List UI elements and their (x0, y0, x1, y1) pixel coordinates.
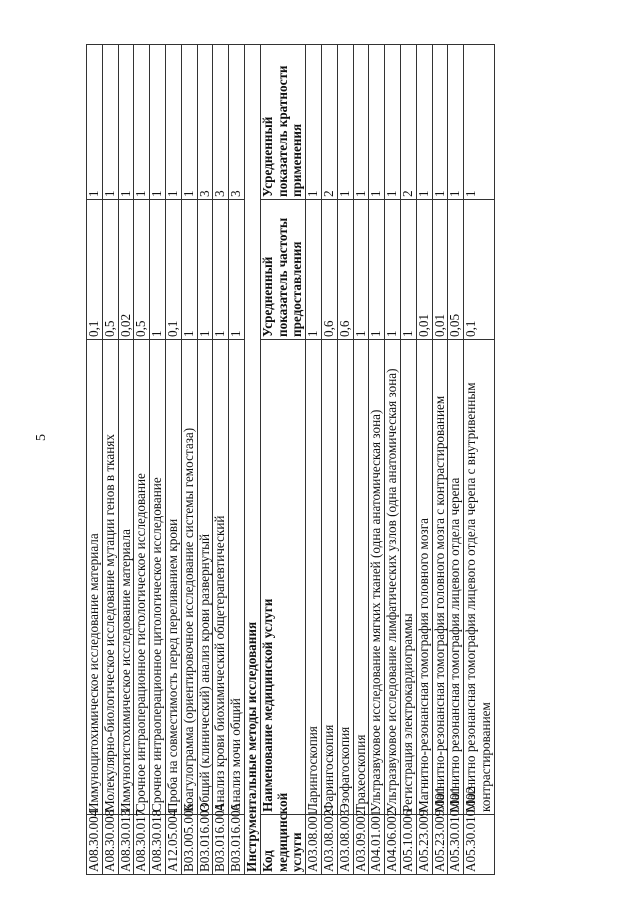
service-name-cell: Трахеоскопия (353, 340, 369, 815)
service-name-cell: Ультразвуковое исследование лимфатических узлов (одна анатомическая зона) (385, 340, 401, 815)
service-name-cell: Эзофагоскопия (337, 340, 353, 815)
frequency-cell: 1 (369, 200, 385, 340)
services-table (86, 44, 495, 875)
table-row (369, 45, 385, 875)
service-name-cell: Молекулярно-биологическое исследование мутации генов в тканях (102, 340, 118, 815)
service-name-cell: Магнитно-резонансная томография головного мозга (416, 340, 432, 815)
table-row (197, 45, 213, 875)
service-name-cell: Проба на совместимость перед переливанием крови (165, 340, 181, 815)
page-number: 5 (34, 434, 49, 441)
service-code-cell: A03.08.002 (321, 815, 337, 875)
service-code-cell: A03.08.001 (306, 815, 322, 875)
frequency-cell: 0,6 (321, 200, 337, 340)
table-row (181, 45, 197, 875)
table-row (306, 45, 322, 875)
multiplicity-cell: 1 (432, 45, 448, 200)
frequency-cell: 1 (400, 200, 416, 340)
service-name-cell: Ларингоскопия (306, 340, 322, 815)
frequency-cell: 0,5 (102, 200, 118, 340)
multiplicity-cell: 1 (134, 45, 150, 200)
service-code-cell: A04.06.002 (385, 815, 401, 875)
service-code-cell: A08.30.017 (134, 815, 150, 875)
service-code-cell: A05.23.009 (416, 815, 432, 875)
service-name-cell: Иммуноцитохимическое исследование материала (87, 340, 103, 815)
header-name: Наименование медицинской услуги (260, 340, 305, 815)
frequency-cell: 1 (150, 200, 166, 340)
service-code-cell: A03.09.002 (353, 815, 369, 875)
multiplicity-cell: 1 (448, 45, 464, 200)
service-name-cell: Иммуногистохимическое исследование материала (118, 340, 134, 815)
service-name-cell: Фарингоскопия (321, 340, 337, 815)
multiplicity-cell: 2 (400, 45, 416, 200)
frequency-cell: 0,05 (448, 200, 464, 340)
service-code-cell: A08.30.004 (87, 815, 103, 875)
multiplicity-cell: 3 (213, 45, 229, 200)
multiplicity-cell: 1 (416, 45, 432, 200)
multiplicity-cell: 1 (337, 45, 353, 200)
multiplicity-cell: 1 (369, 45, 385, 200)
frequency-cell: 0,02 (118, 200, 134, 340)
table-row (400, 45, 416, 875)
frequency-cell: 0,01 (432, 200, 448, 340)
frequency-cell: 1 (353, 200, 369, 340)
multiplicity-cell: 1 (306, 45, 322, 200)
service-code-cell: A05.30.010.002 (464, 815, 495, 875)
frequency-cell: 0,5 (134, 200, 150, 340)
table-row (321, 45, 337, 875)
section-title: Инструментальные методы исследования (244, 45, 260, 875)
section-header-row (244, 45, 260, 875)
header-code: Код медицинской услуги (260, 815, 305, 875)
frequency-cell: 0,1 (165, 200, 181, 340)
service-name-cell: Коагулограмма (ориентировочное исследование системы гемостаза) (181, 340, 197, 815)
service-name-cell: Магнитно резонансная томография лицевого отдела черепа с внутривенным контрастированием (464, 340, 495, 815)
table-row (118, 45, 134, 875)
service-code-cell: A05.10.006 (400, 815, 416, 875)
frequency-cell: 0,1 (464, 200, 495, 340)
service-code-cell: B03.005.006 (181, 815, 197, 875)
service-name-cell: Срочное интраоперационное гистологическое исследование (134, 340, 150, 815)
service-name-cell: Срочное интраоперационное цитологическое исследование (150, 340, 166, 815)
table-row (229, 45, 245, 875)
frequency-cell: 1 (213, 200, 229, 340)
service-code-cell: A05.23.009.001 (432, 815, 448, 875)
table-row (213, 45, 229, 875)
column-header-row (260, 45, 305, 875)
multiplicity-cell: 2 (321, 45, 337, 200)
service-name-cell: Анализ мочи общий (229, 340, 245, 815)
service-code-cell: B03.016.003 (197, 815, 213, 875)
table-row (87, 45, 103, 875)
table-row (134, 45, 150, 875)
table-row (416, 45, 432, 875)
header-multiplicity: Усредненный показатель кратности применения (260, 45, 305, 200)
service-name-cell: Магнитно резонансная томография лицевого отдела черепа (448, 340, 464, 815)
table-row (353, 45, 369, 875)
multiplicity-cell: 1 (353, 45, 369, 200)
table-row (385, 45, 401, 875)
frequency-cell: 1 (229, 200, 245, 340)
rotated-table-container (86, 45, 546, 875)
service-name-cell: Общий (клинический) анализ крови развернутый (197, 340, 213, 815)
service-code-cell: A08.30.018 (150, 815, 166, 875)
service-code-cell: A03.08.003 (337, 815, 353, 875)
frequency-cell: 1 (197, 200, 213, 340)
multiplicity-cell: 3 (229, 45, 245, 200)
frequency-cell: 1 (385, 200, 401, 340)
table-row (102, 45, 118, 875)
multiplicity-cell: 1 (464, 45, 495, 200)
frequency-cell: 1 (306, 200, 322, 340)
instrumental-section (244, 45, 305, 875)
lab-section (87, 45, 245, 875)
service-code-cell: B03.016.006 (229, 815, 245, 875)
instrumental-rows (306, 45, 495, 875)
service-name-cell: Магнитно-резонансная томография головного мозга с контрастированием (432, 340, 448, 815)
service-code-cell: A05.30.010.001 (448, 815, 464, 875)
multiplicity-cell: 3 (197, 45, 213, 200)
multiplicity-cell: 1 (118, 45, 134, 200)
service-code-cell: A12.05.004 (165, 815, 181, 875)
frequency-cell: 0,6 (337, 200, 353, 340)
multiplicity-cell: 1 (150, 45, 166, 200)
service-code-cell: A08.30.008 (102, 815, 118, 875)
table-row (464, 45, 495, 875)
multiplicity-cell: 1 (181, 45, 197, 200)
table-row (150, 45, 166, 875)
service-code-cell: B03.016.004 (213, 815, 229, 875)
multiplicity-cell: 1 (102, 45, 118, 200)
table-row (337, 45, 353, 875)
service-code-cell: A04.01.001 (369, 815, 385, 875)
table-row (165, 45, 181, 875)
frequency-cell: 0,01 (416, 200, 432, 340)
multiplicity-cell: 1 (165, 45, 181, 200)
service-code-cell: A08.30.013 (118, 815, 134, 875)
frequency-cell: 0,1 (87, 200, 103, 340)
service-name-cell: Ультразвуковое исследование мягких тканей (одна анатомическая зона) (369, 340, 385, 815)
header-frequency: Усредненный показатель частоты предоставления (260, 200, 305, 340)
frequency-cell: 1 (181, 200, 197, 340)
multiplicity-cell: 1 (385, 45, 401, 200)
service-name-cell: Анализ крови биохимический общетерапевтический (213, 340, 229, 815)
service-name-cell: Регистрация электрокардиограммы (400, 340, 416, 815)
table-row (432, 45, 448, 875)
table-row (448, 45, 464, 875)
multiplicity-cell: 1 (87, 45, 103, 200)
